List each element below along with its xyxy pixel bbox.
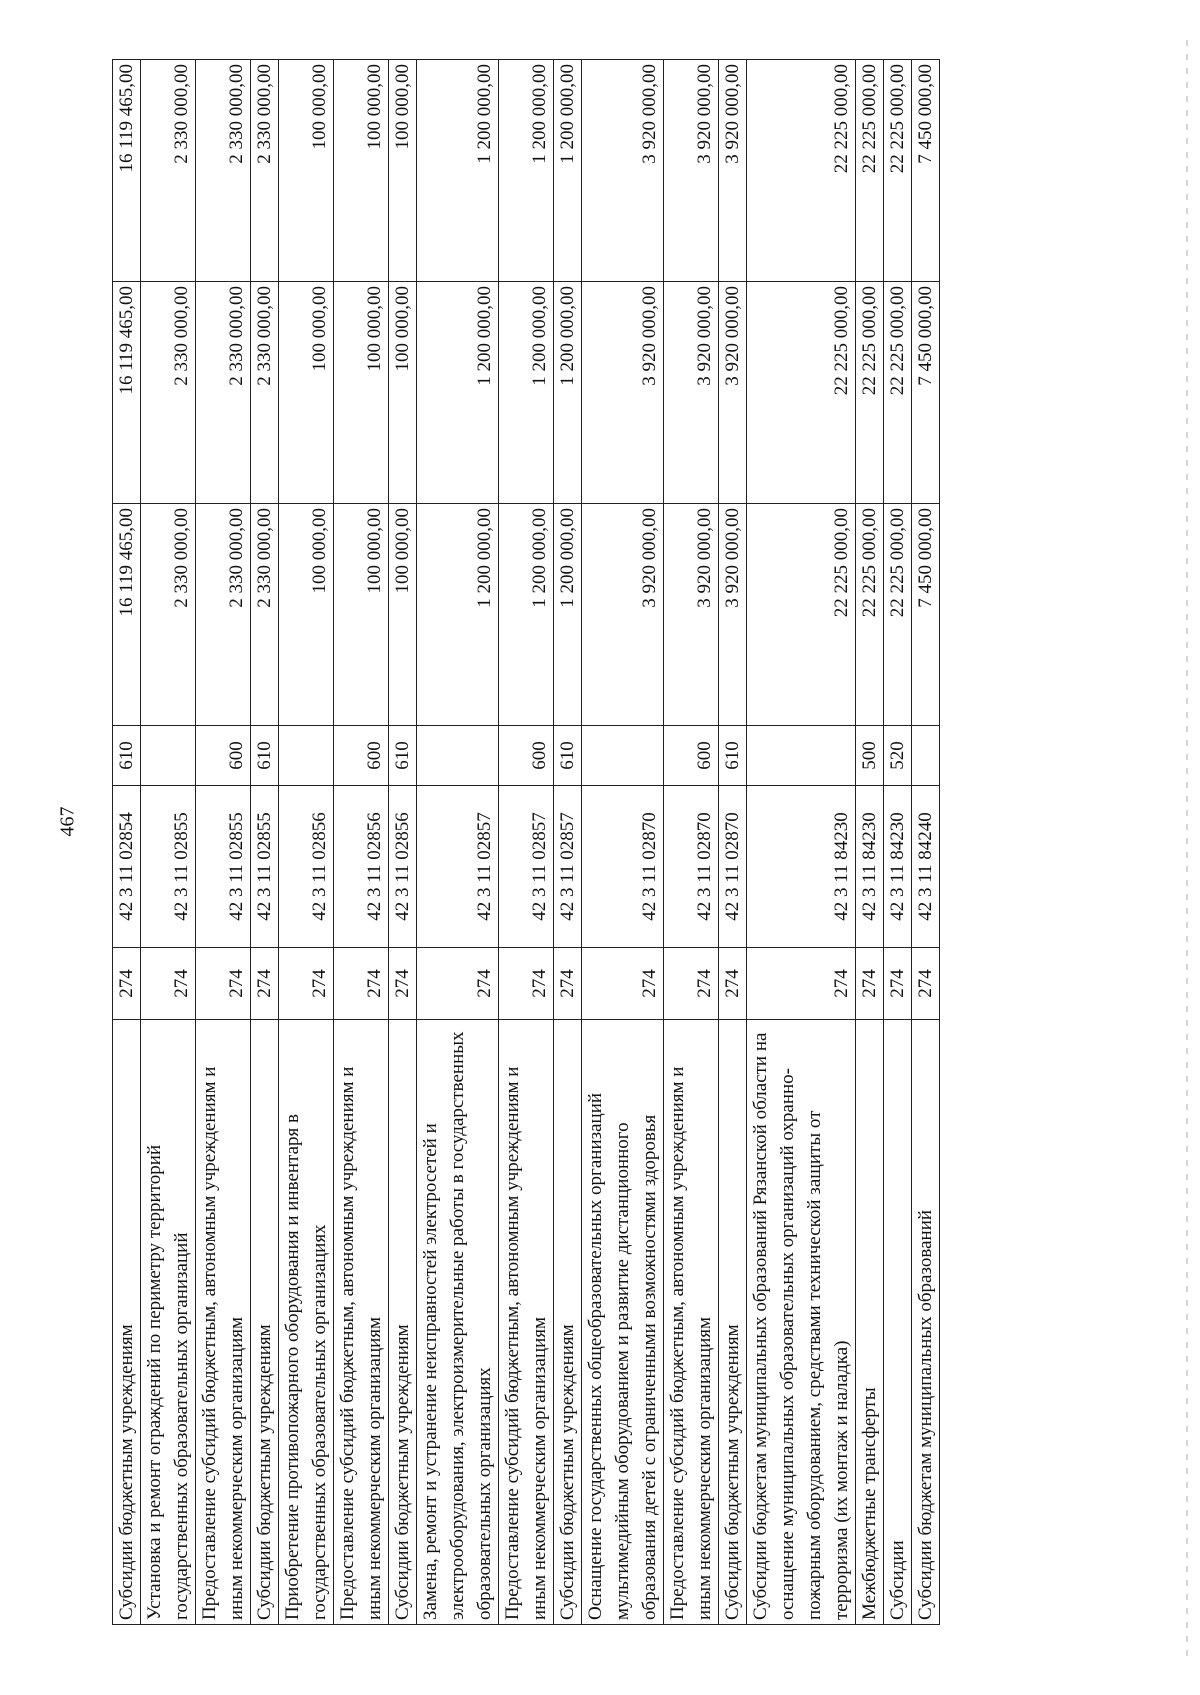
row-amount-2-cell: 100 000,00 — [334, 282, 389, 504]
row-amount-1-cell: 100 000,00 — [279, 504, 334, 726]
row-vr-cell — [912, 726, 940, 786]
table-row — [251, 60, 279, 1625]
row-name-cell: Оснащение государственных общеобразовательных организаций мультимедийным оборудованием и развитие дистанционного образования детей с ограниченными возможностями здоровья — [582, 1020, 664, 1625]
row-name-cell: Замена, ремонт и устранение неисправностей электросетей и электрооборудования, электроизмерительные работы в государственных образовательных организациях — [417, 1020, 499, 1625]
table-row — [912, 60, 940, 1625]
page-number: 467 — [56, 806, 79, 837]
row-amount-3-cell: 100 000,00 — [334, 60, 389, 282]
row-amount-3-cell: 22 225 000,00 — [856, 60, 884, 282]
budget-table — [112, 59, 940, 1625]
row-amount-3-cell: 22 225 000,00 — [747, 60, 856, 282]
row-gr-cell: 274 — [912, 948, 940, 1020]
row-name-cell: Субсидии бюджетным учреждениям — [251, 1020, 279, 1625]
row-gr-cell: 274 — [279, 948, 334, 1020]
row-code-cell: 42 3 11 02855 — [251, 786, 279, 948]
row-gr-cell: 274 — [113, 948, 141, 1020]
row-code-cell: 42 3 11 02857 — [417, 786, 499, 948]
row-amount-1-cell: 2 330 000,00 — [141, 504, 196, 726]
row-vr-cell: 610 — [113, 726, 141, 786]
row-vr-cell: 500 — [856, 726, 884, 786]
row-amount-1-cell: 22 225 000,00 — [884, 504, 912, 726]
row-name-cell: Предоставление субсидий бюджетным, автономным учреждениям и иным некоммерческим организациям — [334, 1020, 389, 1625]
row-amount-3-cell: 2 330 000,00 — [251, 60, 279, 282]
row-amount-1-cell: 7 450 000,00 — [912, 504, 940, 726]
row-gr-cell: 274 — [334, 948, 389, 1020]
row-code-cell: 42 3 11 02870 — [664, 786, 719, 948]
row-vr-cell — [417, 726, 499, 786]
table-row — [856, 60, 884, 1625]
row-gr-cell: 274 — [141, 948, 196, 1020]
row-name-cell: Субсидии бюджетным учреждениям — [554, 1020, 582, 1625]
row-amount-1-cell: 22 225 000,00 — [747, 504, 856, 726]
budget-table-rotated — [112, 60, 940, 1625]
row-amount-3-cell: 1 200 000,00 — [417, 60, 499, 282]
scan-artifact — [1186, 40, 1188, 1660]
row-name-cell: Предоставление субсидий бюджетным, автономным учреждениям и иным некоммерческим организациям — [196, 1020, 251, 1625]
row-amount-1-cell: 100 000,00 — [389, 504, 417, 726]
row-name-cell: Субсидии бюджетным учреждениям — [113, 1020, 141, 1625]
row-name-cell: Приобретение противопожарного оборудования и инвентаря в государственных образовательных организациях — [279, 1020, 334, 1625]
row-amount-2-cell: 1 200 000,00 — [417, 282, 499, 504]
row-amount-2-cell: 2 330 000,00 — [251, 282, 279, 504]
row-name-cell: Субсидии бюджетам муниципальных образований — [912, 1020, 940, 1625]
row-vr-cell: 600 — [499, 726, 554, 786]
row-gr-cell: 274 — [582, 948, 664, 1020]
row-amount-2-cell: 22 225 000,00 — [884, 282, 912, 504]
row-name-cell: Предоставление субсидий бюджетным, автономным учреждениям и иным некоммерческим организациям — [499, 1020, 554, 1625]
row-code-cell: 42 3 11 02855 — [196, 786, 251, 948]
table-row — [719, 60, 747, 1625]
row-vr-cell — [747, 726, 856, 786]
table-body — [113, 60, 940, 1625]
row-code-cell: 42 3 11 02856 — [389, 786, 417, 948]
row-gr-cell: 274 — [884, 948, 912, 1020]
row-code-cell: 42 3 11 84230 — [856, 786, 884, 948]
row-gr-cell: 274 — [856, 948, 884, 1020]
row-amount-2-cell: 1 200 000,00 — [554, 282, 582, 504]
row-gr-cell: 274 — [196, 948, 251, 1020]
row-vr-cell — [279, 726, 334, 786]
row-amount-3-cell: 1 200 000,00 — [499, 60, 554, 282]
row-vr-cell: 610 — [719, 726, 747, 786]
row-amount-1-cell: 3 920 000,00 — [664, 504, 719, 726]
table-row — [884, 60, 912, 1625]
row-amount-2-cell: 2 330 000,00 — [196, 282, 251, 504]
row-name-cell: Субсидии бюджетным учреждениям — [389, 1020, 417, 1625]
row-vr-cell: 610 — [389, 726, 417, 786]
row-amount-3-cell: 1 200 000,00 — [554, 60, 582, 282]
row-amount-2-cell: 3 920 000,00 — [582, 282, 664, 504]
row-name-cell: Субсидии бюджетам муниципальных образований Рязанской области на оснащение муниципальных образовательных организаций охранно-пожарным оборудованием, средствами технической защиты от терроризма (их монтаж и наладка) — [747, 1020, 856, 1625]
row-amount-1-cell: 2 330 000,00 — [196, 504, 251, 726]
table-row — [113, 60, 141, 1625]
table-row — [582, 60, 664, 1625]
row-code-cell: 42 3 11 84230 — [747, 786, 856, 948]
row-amount-3-cell: 2 330 000,00 — [141, 60, 196, 282]
row-amount-1-cell: 1 200 000,00 — [554, 504, 582, 726]
row-code-cell: 42 3 11 02856 — [279, 786, 334, 948]
row-amount-1-cell: 1 200 000,00 — [417, 504, 499, 726]
row-code-cell: 42 3 11 84240 — [912, 786, 940, 948]
row-code-cell: 42 3 11 02854 — [113, 786, 141, 948]
row-amount-2-cell: 3 920 000,00 — [664, 282, 719, 504]
row-name-cell: Субсидии бюджетным учреждениям — [719, 1020, 747, 1625]
row-code-cell: 42 3 11 02870 — [582, 786, 664, 948]
row-name-cell: Предоставление субсидий бюджетным, автономным учреждениям и иным некоммерческим организациям — [664, 1020, 719, 1625]
row-gr-cell: 274 — [664, 948, 719, 1020]
row-amount-3-cell: 2 330 000,00 — [196, 60, 251, 282]
row-vr-cell: 610 — [554, 726, 582, 786]
row-amount-2-cell: 7 450 000,00 — [912, 282, 940, 504]
row-gr-cell: 274 — [499, 948, 554, 1020]
row-gr-cell: 274 — [251, 948, 279, 1020]
row-vr-cell: 520 — [884, 726, 912, 786]
row-gr-cell: 274 — [747, 948, 856, 1020]
row-amount-2-cell: 22 225 000,00 — [747, 282, 856, 504]
table-row — [196, 60, 251, 1625]
row-amount-2-cell: 16 119 465,00 — [113, 282, 141, 504]
row-vr-cell: 600 — [196, 726, 251, 786]
row-name-cell: Установка и ремонт ограждений по периметру территорий государственных образовательных организаций — [141, 1020, 196, 1625]
row-code-cell: 42 3 11 84230 — [884, 786, 912, 948]
row-amount-2-cell: 100 000,00 — [279, 282, 334, 504]
row-vr-cell: 610 — [251, 726, 279, 786]
table-row — [389, 60, 417, 1625]
row-amount-1-cell: 1 200 000,00 — [499, 504, 554, 726]
row-amount-2-cell: 2 330 000,00 — [141, 282, 196, 504]
row-code-cell: 42 3 11 02856 — [334, 786, 389, 948]
row-amount-1-cell: 16 119 465,00 — [113, 504, 141, 726]
row-amount-1-cell: 3 920 000,00 — [719, 504, 747, 726]
row-amount-3-cell: 100 000,00 — [389, 60, 417, 282]
row-amount-1-cell: 2 330 000,00 — [251, 504, 279, 726]
row-gr-cell: 274 — [554, 948, 582, 1020]
table-row — [141, 60, 196, 1625]
row-code-cell: 42 3 11 02857 — [554, 786, 582, 948]
row-vr-cell: 600 — [334, 726, 389, 786]
row-vr-cell — [141, 726, 196, 786]
row-code-cell: 42 3 11 02870 — [719, 786, 747, 948]
row-amount-3-cell: 3 920 000,00 — [664, 60, 719, 282]
row-name-cell: Межбюджетные трансферты — [856, 1020, 884, 1625]
row-amount-3-cell: 3 920 000,00 — [719, 60, 747, 282]
row-gr-cell: 274 — [417, 948, 499, 1020]
row-vr-cell: 600 — [664, 726, 719, 786]
table-row — [417, 60, 499, 1625]
table-row — [664, 60, 719, 1625]
row-gr-cell: 274 — [389, 948, 417, 1020]
row-amount-3-cell: 22 225 000,00 — [884, 60, 912, 282]
row-amount-3-cell: 7 450 000,00 — [912, 60, 940, 282]
row-amount-1-cell: 22 225 000,00 — [856, 504, 884, 726]
table-row — [499, 60, 554, 1625]
row-gr-cell: 274 — [719, 948, 747, 1020]
row-code-cell: 42 3 11 02857 — [499, 786, 554, 948]
row-amount-2-cell: 100 000,00 — [389, 282, 417, 504]
row-name-cell: Субсидии — [884, 1020, 912, 1625]
table-row — [747, 60, 856, 1625]
row-amount-2-cell: 22 225 000,00 — [856, 282, 884, 504]
row-amount-3-cell: 3 920 000,00 — [582, 60, 664, 282]
row-amount-3-cell: 100 000,00 — [279, 60, 334, 282]
row-code-cell: 42 3 11 02855 — [141, 786, 196, 948]
row-vr-cell — [582, 726, 664, 786]
table-row — [334, 60, 389, 1625]
row-amount-2-cell: 3 920 000,00 — [719, 282, 747, 504]
row-amount-2-cell: 1 200 000,00 — [499, 282, 554, 504]
row-amount-1-cell: 100 000,00 — [334, 504, 389, 726]
table-row — [554, 60, 582, 1625]
row-amount-3-cell: 16 119 465,00 — [113, 60, 141, 282]
table-row — [279, 60, 334, 1625]
row-amount-1-cell: 3 920 000,00 — [582, 504, 664, 726]
